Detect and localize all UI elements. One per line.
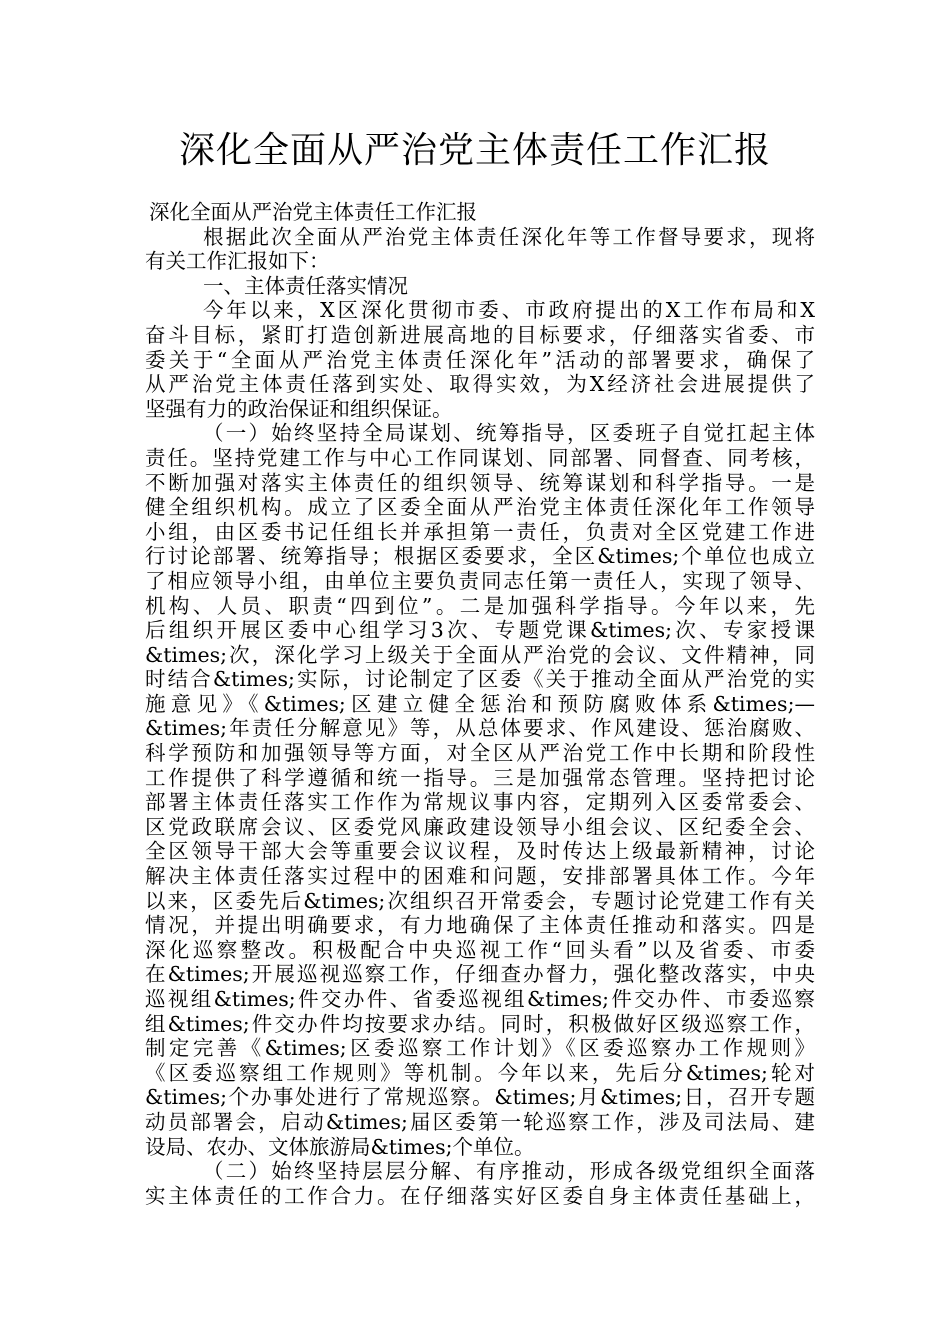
body-line: 施意见》《&times;区建立健全惩治和预防腐败体系&times;— [145, 691, 815, 716]
section-heading: 一、主体责任落实情况 [203, 273, 408, 298]
body-line: 设局、农办、文体旅游局&times;个单位。 [145, 1134, 535, 1159]
body-line: 工作提供了科学遵循和统一指导。三是加强常态管理。坚持把讨论 [145, 765, 815, 790]
body-line: 有关工作汇报如下： [145, 249, 330, 274]
body-line: 情况，并提出明确要求，有力地确保了主体责任推动和落实。四是 [145, 913, 815, 938]
body-line: 实主体责任的工作合力。在仔细落实好区委自身主体责任基础上， [145, 1183, 815, 1208]
body-line: 责任。坚持党建工作与中心工作同谋划、同部署、同督查、同考核， [145, 445, 815, 470]
body-line: 《区委巡察组工作规则》等机制。今年以来，先后分&times;轮对 [145, 1060, 815, 1085]
document-title: 深化全面从严治党主体责任工作汇报 [178, 130, 771, 171]
body-line: 行讨论部署、统筹指导；根据区委要求，全区&times;个单位也成立 [145, 544, 815, 569]
body-line: &times;个办事处进行了常规巡察。&times;月&times;日，召开专题 [145, 1085, 815, 1110]
body-line: &times;年责任分解意见》等，从总体要求、作风建设、惩治腐败、 [145, 716, 815, 741]
body-line: 不断加强对落实主体责任的组织领导、统筹谋划和科学指导。一是 [145, 470, 815, 495]
body-line: &times;次，深化学习上级关于全面从严治党的会议、文件精神，同 [145, 642, 815, 667]
body-line: 机构、人员、职责“四到位”。二是加强科学指导。今年以来，先 [145, 593, 815, 618]
body-line: 深化巡察整改。积极配合中央巡视工作“回头看”以及省委、市委 [145, 937, 815, 962]
body-line: 全区领导干部大会等重要会议议程，及时传达上级最新精神，讨论 [145, 839, 815, 864]
body-line: 部署主体责任落实工作作为常规议事内容，定期列入区委常委会、 [145, 790, 815, 815]
body-line: 小组，由区委书记任组长并承担第一责任，负责对全区党建工作进 [145, 519, 815, 544]
body-line: （二）始终坚持层层分解、有序推动，形成各级党组织全面落 [203, 1159, 815, 1184]
body-line: 健全组织机构。成立了区委全面从严治党主体责任深化年工作领导 [145, 495, 815, 520]
body-line: 以来，区委先后&times;次组织召开常委会，专题讨论党建工作有关 [145, 888, 815, 913]
body-line: 根据此次全面从严治党主体责任深化年等工作督导要求，现将 [203, 224, 815, 249]
body-line: 解决主体责任落实过程中的困难和问题，安排部署具体工作。今年 [145, 864, 815, 889]
body-line: 动员部署会，启动&times;届区委第一轮巡察工作，涉及司法局、建 [145, 1109, 815, 1134]
body-line: 科学预防和加强领导等方面，对全区从严治党工作中长期和阶段性 [145, 741, 815, 766]
body-line: 组&times;件交办件均按要求办结。同时，积极做好区级巡察工作， [145, 1011, 815, 1036]
body-line: 了相应领导小组，由单位主要负责同志任第一责任人，实现了领导、 [145, 568, 815, 593]
body-line: 后组织开展区委中心组学习3次、专题党课&times;次、专家授课 [145, 618, 815, 643]
body-line: 制定完善《&times;区委巡察工作计划》《区委巡察办工作规则》 [145, 1036, 815, 1061]
body-line: （一）始终坚持全局谋划、统筹指导，区委班子自觉扛起主体 [203, 421, 815, 446]
body-line: 在&times;开展巡视巡察工作，仔细查办督力，强化整改落实，中央 [145, 962, 815, 987]
body-line: 委关于“全面从严治党主体责任深化年”活动的部署要求，确保了 [145, 347, 815, 372]
document-body [145, 200, 815, 1208]
body-line: 坚强有力的政治保证和组织保证。 [145, 396, 453, 421]
body-line: 今年以来，X区深化贯彻市委、市政府提出的X工作布局和X [203, 298, 815, 323]
body-line: 时结合&times;实际，讨论制定了区委《关于推动全面从严治党的实 [145, 667, 815, 692]
body-line: 区党政联席会议、区委党风廉政建设领导小组会议、区纪委全会、 [145, 814, 815, 839]
body-line: 从严治党主体责任落到实处、取得实效，为X经济社会进展提供了 [145, 372, 815, 397]
body-subtitle: 深化全面从严治党主体责任工作汇报 [149, 200, 477, 224]
body-line: 巡视组&times;件交办件、省委巡视组&times;件交办件、市委巡察 [145, 987, 815, 1011]
body-line: 奋斗目标，紧盯打造创新进展高地的目标要求，仔细落实省委、市 [145, 322, 815, 347]
